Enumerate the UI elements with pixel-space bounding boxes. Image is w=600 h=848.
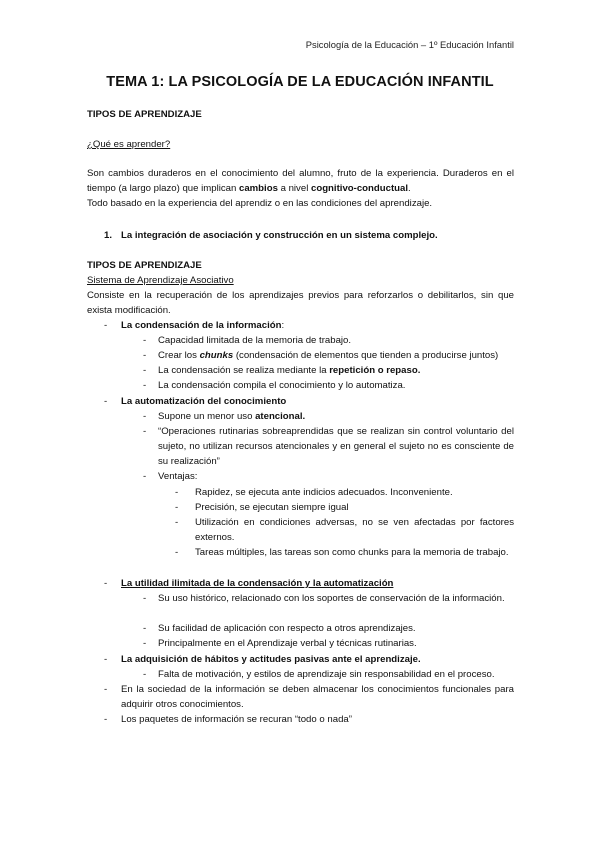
dash-bullet: - — [143, 350, 147, 361]
sub-item-text: Principalmente en el Aprendizaje verbal y técnicas rutinarias. — [158, 638, 417, 649]
repeticion-term: repetición o repaso. — [329, 365, 421, 376]
dash-bullet: - — [143, 623, 147, 634]
dash-bullet: - — [175, 502, 179, 513]
automatizacion-heading: La automatización del conocimiento — [121, 396, 287, 407]
intro-paragraph-2: Todo basado en la experiencia del aprendiz o en las condiciones del aprendizaje. — [87, 198, 433, 209]
utilidad-heading: La utilidad ilimitada de la condensación y la automatización — [121, 578, 394, 589]
dash-bullet: - — [143, 471, 147, 482]
page-title: TEMA 1: LA PSICOLOGÍA DE LA EDUCACIÓN INFANTIL — [106, 74, 494, 90]
page-header: Psicología de la Educación – 1º Educación Infantil — [305, 39, 514, 50]
dash-bullet: - — [143, 365, 147, 376]
intro-text: . — [408, 183, 411, 194]
item-number: 1. — [104, 230, 113, 241]
colon: : — [281, 320, 285, 331]
list-item-habitos — [104, 652, 514, 667]
intro-text: a nivel — [277, 183, 311, 194]
ventajas-label: Ventajas: — [158, 471, 198, 482]
system-title: Sistema de Aprendizaje Asociativo — [87, 275, 234, 286]
sub-item-text: Supone un menor uso — [158, 411, 256, 422]
sub-item-text: Su uso histórico, relacionado con los soportes de conservación de la información. — [158, 593, 505, 604]
sub-item-text: (condensación de elementos que tienden a producirse juntos) — [233, 350, 499, 361]
paquetes-text: Los paquetes de información se recuran “todo o nada” — [121, 714, 352, 725]
chunks-term: chunks — [199, 350, 234, 361]
ventaja-text: Rapidez, se ejecuta ante indicios adecuados. Inconveniente. — [195, 487, 453, 498]
dash-bullet: - — [104, 578, 108, 589]
ventaja-text: Tareas múltiples, las tareas son como chunks para la memoria de trabajo. — [195, 547, 509, 558]
sub-item-text: Capacidad limitada de la memoria de trabajo. — [158, 335, 352, 346]
dash-bullet: - — [143, 426, 147, 437]
habitos-heading: La adquisición de hábitos y actitudes pasivas ante el aprendizaje. — [121, 654, 421, 665]
sub-item-text: Crear los — [158, 350, 200, 361]
ventaja-text: Precisión, se ejecutan siempre igual — [195, 502, 349, 513]
numbered-item-text: La integración de asociación y construcción en un sistema complejo. — [121, 230, 438, 241]
subsub-list-item — [175, 545, 514, 560]
list-item-sociedad — [104, 682, 514, 712]
intro-bold-cognitivo: cognitivo-conductual — [311, 183, 409, 194]
system-description: Consiste en la recuperación de los aprendizajes previos para reforzarlos o debilitarlos, sin que exista modificación. — [87, 290, 514, 316]
subsub-list-item — [175, 515, 514, 545]
list-item-automatizacion — [104, 394, 514, 409]
sub-list-item-quote — [143, 424, 514, 469]
sub-item-text: La condensación se realiza mediante la — [158, 365, 330, 376]
ventaja-text: Utilización en condiciones adversas, no se ven afectadas por factores externos. — [195, 517, 514, 543]
section-heading-2: TIPOS DE APRENDIZAJE — [87, 260, 202, 271]
sociedad-text: En la sociedad de la información se deben almacenar los conocimientos funcionales para adquirir otros conocimientos. — [121, 684, 514, 710]
list-item-paquetes — [104, 712, 514, 727]
intro-text: Son cambios duraderos en el conocimiento del alumno, fruto de la experiencia. Duraderos en el tiempo (a largo plazo) que implican — [87, 168, 514, 194]
dash-bullet: - — [104, 396, 108, 407]
dash-bullet: - — [143, 669, 147, 680]
sub-item-text: Falta de motivación, y estilos de aprendizaje sin responsabilidad en el proceso. — [158, 669, 495, 680]
dash-bullet: - — [143, 411, 147, 422]
dash-bullet: - — [175, 487, 179, 498]
sub-item-text: Su facilidad de aplicación con respecto a otros aprendizajes. — [158, 623, 416, 634]
condensacion-heading: La condensación de la información — [121, 320, 282, 331]
intro-bold-cambios: cambios — [238, 183, 278, 194]
question-heading: ¿Qué es aprender? — [87, 139, 171, 150]
dash-bullet: - — [175, 517, 179, 528]
dash-bullet: - — [175, 547, 179, 558]
sub-list-item — [143, 591, 514, 606]
quote-text: “Operaciones rutinarias sobreaprendidas que se realizan sin control voluntario del sujeto, no utilizan recursos atencionales y en general el sujeto no es consciente de su realización” — [158, 426, 514, 467]
section-heading: TIPOS DE APRENDIZAJE — [87, 109, 202, 120]
list-item-utilidad — [104, 576, 514, 591]
dash-bullet: - — [143, 335, 147, 346]
dash-bullet: - — [104, 320, 108, 331]
dash-bullet: - — [104, 684, 108, 695]
sub-item-text: La condensación compila el conocimiento y lo automatiza. — [158, 380, 406, 391]
list-item-condensacion — [104, 318, 514, 333]
dash-bullet: - — [104, 714, 108, 725]
dash-bullet: - — [143, 638, 147, 649]
numbered-item — [104, 228, 524, 243]
dash-bullet: - — [143, 593, 147, 604]
atencional-term: atencional. — [255, 411, 306, 422]
dash-bullet: - — [143, 380, 147, 391]
intro-paragraph — [87, 166, 514, 196]
dash-bullet: - — [104, 654, 108, 665]
